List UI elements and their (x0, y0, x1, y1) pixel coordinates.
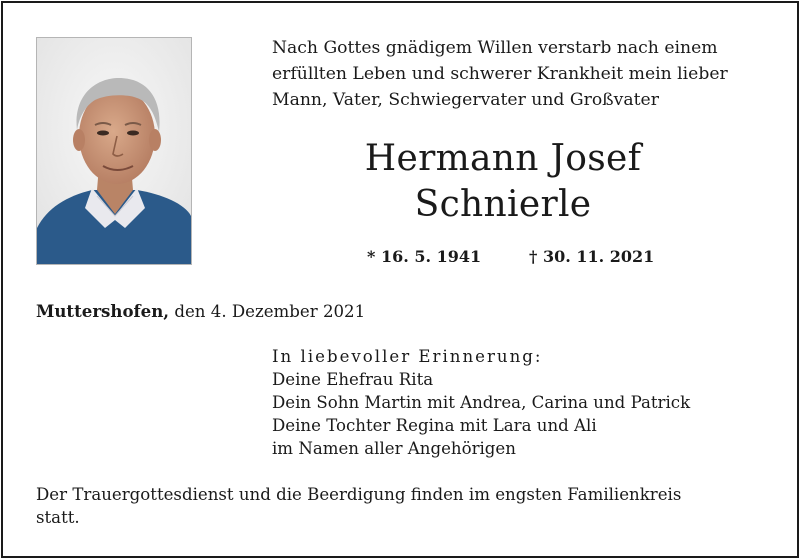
portrait-illustration (37, 38, 191, 264)
mourner-line: Deine Ehefrau Rita (272, 370, 434, 389)
mourner-line: im Namen aller Angehörigen (272, 439, 516, 458)
place-date-line (36, 299, 365, 324)
service-line: Der Trauergottesdienst und die Beerdigung finden im engsten Familienkreis (36, 485, 682, 504)
mourner-line: Deine Tochter Regina mit Lara und Ali (272, 416, 597, 435)
intro-line: erfüllten Leben und schwerer Krankheit mein lieber (272, 64, 728, 84)
intro-text (272, 35, 782, 113)
deceased-name (303, 136, 703, 228)
surname: Schnierle (414, 184, 592, 225)
place-name: Muttershofen, (36, 301, 170, 321)
intro-line: Mann, Vater, Schwiegervater und Großvater (272, 90, 659, 110)
death-date: † 30. 11. 2021 (529, 247, 655, 266)
birth-date: * 16. 5. 1941 (367, 247, 482, 266)
portrait-photo (36, 37, 192, 265)
obituary-notice (1, 1, 799, 558)
intro-line: Nach Gottes gnädigem Willen verstarb nach einem (272, 38, 718, 58)
mourner-line: Dein Sohn Martin mit Andrea, Carina und Patrick (272, 393, 691, 412)
first-names: Hermann Josef (364, 138, 642, 179)
memory-heading: In liebevoller Erinnerung: (272, 347, 543, 366)
service-line: statt. (36, 508, 80, 527)
service-notice (36, 483, 776, 529)
notice-date: den 4. Dezember 2021 (174, 302, 366, 321)
mourners-block (272, 345, 690, 460)
